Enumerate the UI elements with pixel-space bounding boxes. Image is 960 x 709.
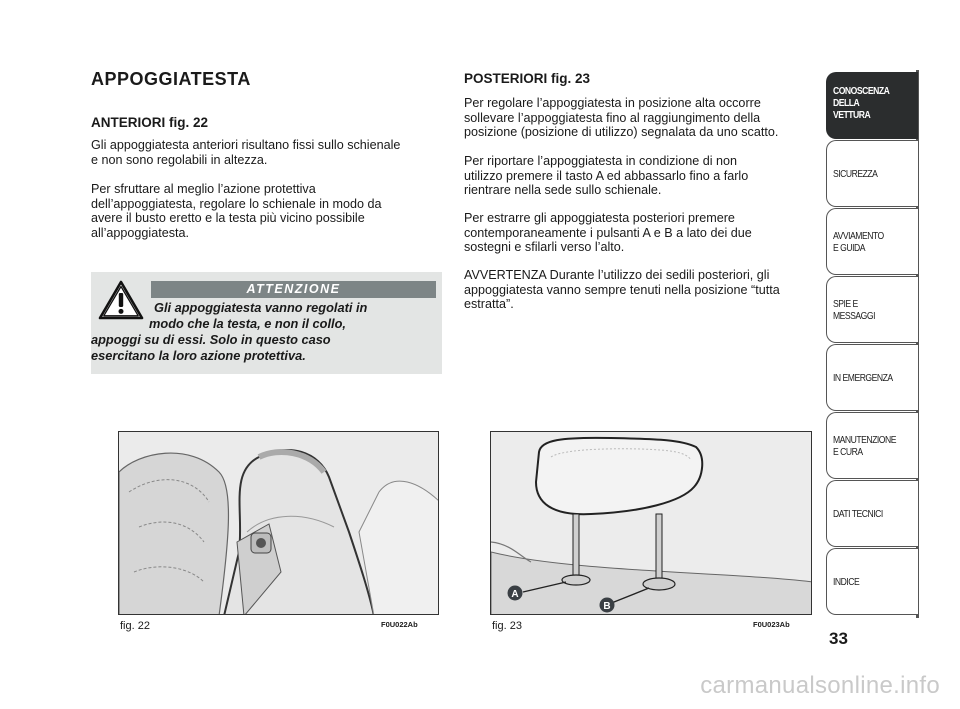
- paragraph-rear-2: [464, 154, 748, 198]
- section-subtitle-rear: POSTERIORI fig. 23: [464, 71, 591, 86]
- figure-22-label: fig. 22: [120, 620, 150, 632]
- tab-label: MANUTENZIONE E CURA: [833, 434, 896, 458]
- warning-line: appoggi su di essi. Solo in questo caso: [91, 332, 331, 347]
- text-line: contemporaneamente i pulsanti A e B a lato dei due: [464, 225, 752, 240]
- watermark: carmanualsonline.info: [700, 672, 940, 699]
- front-seat-illustration: [119, 432, 439, 615]
- warning-header: ATTENZIONE: [151, 281, 436, 298]
- warning-line: modo che la testa, e non il collo,: [149, 316, 346, 331]
- figure-23-label: fig. 23: [492, 620, 522, 632]
- tab-label: AVVIAMENTO E GUIDA: [833, 230, 884, 254]
- paragraph-rear-1: [464, 96, 778, 140]
- section-subtitle-front: ANTERIORI fig. 22: [91, 115, 209, 130]
- tab-label: SPIE E MESSAGGI: [833, 298, 875, 322]
- tab-avviamento-e-guida[interactable]: [826, 208, 918, 275]
- text-line: dell’appoggiatesta, regolare lo schienale in modo da: [91, 196, 382, 211]
- tab-label: IN EMERGENZA: [833, 372, 893, 384]
- paragraph-rear-3: [464, 211, 752, 255]
- tab-dati-tecnici[interactable]: [826, 480, 918, 547]
- text-line: posizione (posizione di utilizzo) segnalata da uno scatto.: [464, 125, 779, 140]
- text-line: Per sfruttare al meglio l’azione protettiva: [91, 182, 316, 196]
- tab-indice[interactable]: [826, 548, 918, 615]
- page-title: APPOGGIATESTA: [91, 69, 251, 89]
- text-line: utilizzo premere il tasto A ed abbassarlo fino a farlo: [464, 168, 749, 183]
- text-line: Per riportare l’appoggiatesta in condizione di non: [464, 154, 738, 168]
- rear-seat-illustration: [491, 432, 812, 615]
- warning-box: [91, 272, 442, 374]
- warning-line: Gli appoggiatesta vanno regolati in: [154, 300, 368, 315]
- text-line: avere il busto eretto e la testa più vicino possibile: [91, 211, 365, 226]
- paragraph-front-2: [91, 182, 382, 240]
- tab-label: INDICE: [833, 576, 860, 588]
- callout-b: B: [603, 601, 611, 612]
- text-line: Per regolare l’appoggiatesta in posizione alta occorre: [464, 96, 761, 110]
- tab-sicurezza[interactable]: [826, 140, 918, 207]
- figure-22-front-headrest: [118, 431, 439, 615]
- page-number: 33: [829, 629, 848, 648]
- tab-label: DATI TECNICI: [833, 508, 883, 520]
- warning-triangle-icon: [98, 279, 144, 321]
- figure-23-rear-headrest: [490, 431, 812, 615]
- text-line: Per estrarre gli appoggiatesta posteriori premere: [464, 211, 735, 225]
- paragraph-rear-4: [464, 268, 780, 312]
- paragraph-front-1: [91, 138, 400, 167]
- tab-conoscenza-della-vettura[interactable]: [826, 72, 918, 139]
- figure-23-code: F0U023Ab: [753, 620, 790, 629]
- tab-in-emergenza[interactable]: [826, 344, 918, 411]
- tab-spie-e-messaggi[interactable]: [826, 276, 918, 343]
- text-line: all’appoggiatesta.: [91, 225, 190, 240]
- tab-label: CONOSCENZA DELLA VETTURA: [833, 85, 890, 121]
- text-line: AVVERTENZA Durante l’utilizzo dei sedili posteriori, gli: [464, 268, 770, 282]
- tab-manutenzione-e-cura[interactable]: [826, 412, 918, 479]
- callout-a: A: [511, 589, 519, 600]
- warning-line: esercitano la loro azione protettiva.: [91, 348, 306, 363]
- text-line: e non sono regolabili in altezza.: [91, 152, 268, 167]
- text-line: appoggiatesta vanno sempre tenuti nella posizione “tutta: [464, 282, 780, 297]
- text-line: sollevare l’appoggiatesta fino al raggiungimento della: [464, 110, 761, 125]
- text-line: rientrare nella sede sullo schienale.: [464, 183, 662, 198]
- text-line: sostegni e sfilarli verso l’alto.: [464, 240, 625, 255]
- tab-label: SICUREZZA: [833, 168, 878, 180]
- figure-22-code: F0U022Ab: [381, 620, 418, 629]
- text-line: estratta”.: [464, 297, 514, 312]
- text-line: Gli appoggiatesta anteriori risultano fissi sullo schienale: [91, 138, 401, 152]
